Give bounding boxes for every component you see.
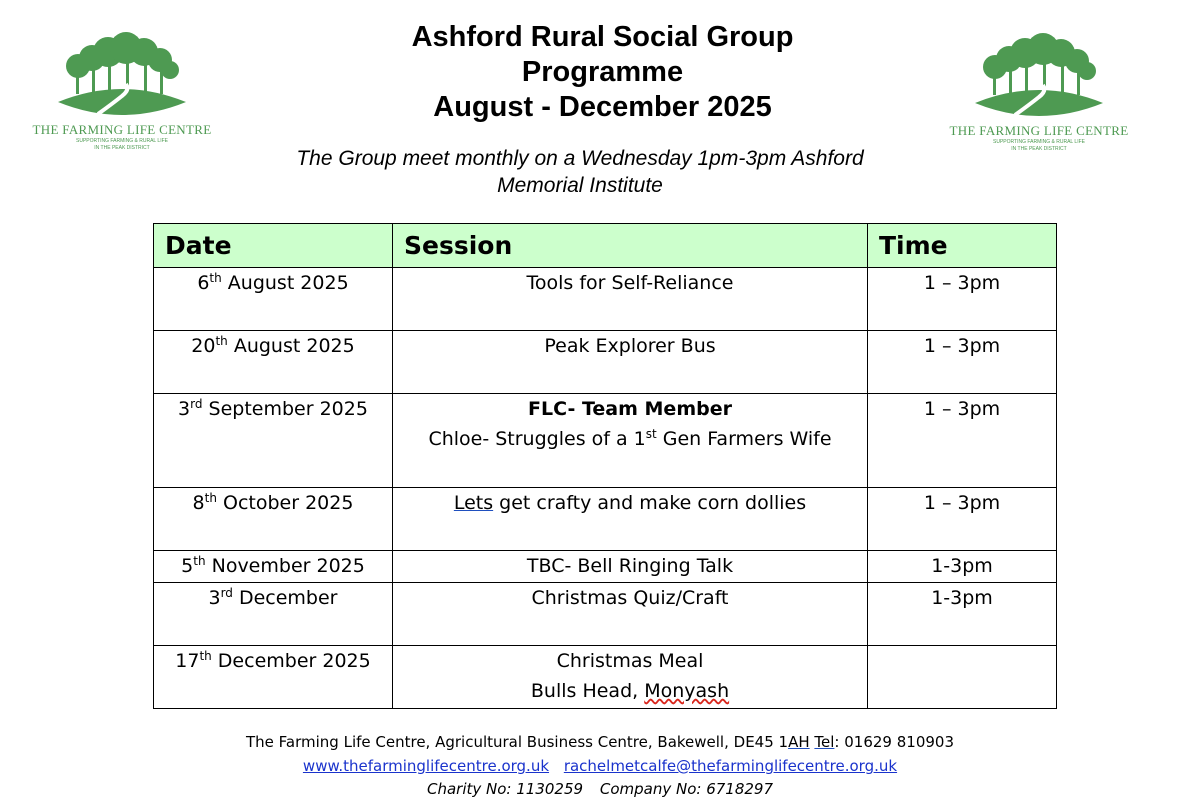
farming-life-centre-logo-left	[27, 32, 217, 152]
title-line: Programme	[521, 56, 684, 88]
footer-registration	[150, 780, 1050, 798]
logo-name: THE FARMING LIFE CENTRE	[949, 123, 1129, 138]
title-line: August - December 2025	[433, 91, 772, 123]
table-row	[154, 583, 1057, 646]
session-venue: Bulls Head, Monyash	[530, 680, 730, 702]
session-detail: Chloe- Struggles of a 1st Gen Farmers Wife	[428, 427, 832, 450]
time-cell: 1 – 3pm	[868, 488, 1057, 551]
time-cell: 1 – 3pm	[868, 394, 1057, 488]
logo-tagline: IN THE PEAK DISTRICT	[1011, 146, 1067, 152]
time-cell: 1-3pm	[868, 583, 1057, 646]
tree-landscape-icon	[969, 33, 1109, 123]
table-row	[154, 268, 1057, 331]
table-row	[154, 331, 1057, 394]
table-row	[154, 551, 1057, 583]
time-cell	[868, 646, 1057, 709]
session-cell	[393, 646, 868, 709]
table-row	[154, 646, 1057, 709]
logo-tagline: SUPPORTING FARMING & RURAL LIFE	[76, 138, 168, 144]
table-row	[154, 394, 1057, 488]
charity-number: Charity No: 1130259	[427, 780, 584, 798]
footer-links	[150, 757, 1050, 775]
session-cell: TBC- Bell Ringing Talk	[393, 551, 868, 583]
session-column-header: Session	[393, 224, 868, 268]
table-header-row	[154, 224, 1057, 268]
date-cell: 8th October 2025	[154, 488, 393, 551]
document-title	[300, 20, 905, 125]
session-cell: Lets get crafty and make corn dollies	[393, 488, 868, 551]
title-line: Ashford Rural Social Group	[411, 21, 794, 53]
meeting-info	[240, 145, 920, 199]
session-cell	[393, 394, 868, 488]
date-cell: 6th August 2025	[154, 268, 393, 331]
session-cell: Christmas Quiz/Craft	[393, 583, 868, 646]
website-link[interactable]: www.thefarminglifecentre.org.uk	[302, 757, 550, 775]
logo-name: THE FARMING LIFE CENTRE	[32, 122, 212, 137]
company-number: Company No: 6718297	[599, 780, 773, 798]
table-row	[154, 488, 1057, 551]
programme-table	[153, 223, 1057, 709]
subtitle-line: Memorial Institute	[497, 174, 663, 197]
tree-landscape-icon	[52, 32, 192, 122]
time-cell: 1-3pm	[868, 551, 1057, 583]
date-column-header: Date	[154, 224, 393, 268]
farming-life-centre-logo-right	[944, 33, 1134, 153]
session-title: Christmas Meal	[556, 650, 704, 672]
date-cell: 17th December 2025	[154, 646, 393, 709]
logo-tagline: IN THE PEAK DISTRICT	[94, 145, 150, 151]
email-link[interactable]: rachelmetcalfe@thefarminglifecentre.org.uk	[563, 757, 898, 775]
session-title: FLC- Team Member	[528, 398, 732, 420]
time-column-header: Time	[868, 224, 1057, 268]
time-cell: 1 – 3pm	[868, 268, 1057, 331]
logo-tagline: SUPPORTING FARMING & RURAL LIFE	[993, 139, 1085, 145]
subtitle-line: The Group meet monthly on a Wednesday 1pm-3pm Ashford	[296, 147, 864, 170]
time-cell: 1 – 3pm	[868, 331, 1057, 394]
session-cell: Tools for Self-Reliance	[393, 268, 868, 331]
date-cell: 3rd December	[154, 583, 393, 646]
date-cell: 20th August 2025	[154, 331, 393, 394]
footer-address: The Farming Life Centre, Agricultural Business Centre, Bakewell, DE45 1AH Tel: 01629 810903	[246, 733, 954, 751]
date-cell: 5th November 2025	[154, 551, 393, 583]
session-cell: Peak Explorer Bus	[393, 331, 868, 394]
date-cell: 3rd September 2025	[154, 394, 393, 488]
